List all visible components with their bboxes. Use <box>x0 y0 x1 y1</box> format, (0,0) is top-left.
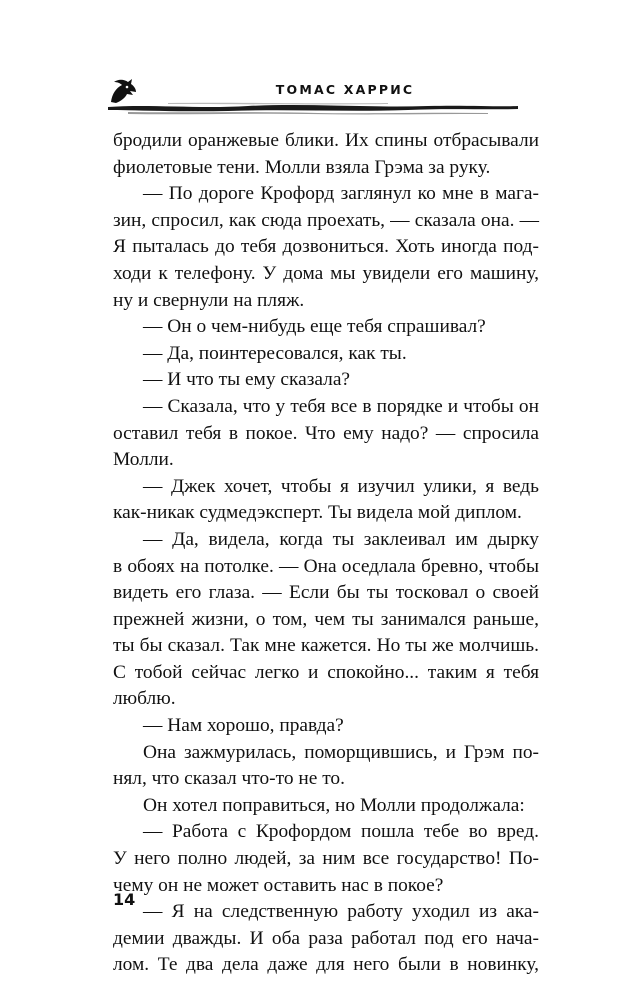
text-line: как-никак судмедэксперт. Ты видела мой диплом. <box>113 502 522 524</box>
text-line: — Сказала, что у тебя все в порядке и чтобы он <box>143 395 539 417</box>
body-text <box>113 128 539 979</box>
page-number: 14 <box>113 890 136 909</box>
text-line: — Да, поинтересовался, как ты. <box>143 342 407 364</box>
text-line: ходи к телефону. У дома мы увидели его машину, <box>113 262 539 284</box>
text-line: — Нам хорошо, правда? <box>143 715 344 737</box>
text-line: — Джек хочет, чтобы я изучил улики, я ведь <box>143 475 539 497</box>
text-line: лом. Те два дела даже для него были в новинку, <box>113 954 539 976</box>
text-line: — По дороге Крофорд заглянул ко мне в мага- <box>143 183 539 205</box>
text-line: Он хотел поправиться, но Молли продолжала: <box>143 794 525 816</box>
text-line: бродили оранжевые блики. Их спины отбрасывали <box>113 130 539 151</box>
text-line: ты бы сказал. Так мне кажется. Но ты же молчишь. <box>113 635 539 657</box>
text-line: У него полно людей, за ним все государство! По- <box>113 848 539 870</box>
text-line: — Да, видела, когда ты заклеивал им дырку <box>143 528 539 550</box>
text-line: — Он о чем-нибудь еще тебя спрашивал? <box>143 316 486 338</box>
text-line: — И что ты ему сказала? <box>143 369 351 391</box>
text-line: зин, спросил, как сюда проехать, — сказала она. — <box>113 209 539 231</box>
text-line: ну и свернули на пляж. <box>113 289 305 311</box>
text-line: чему он не может оставить нас в покое? <box>113 874 444 896</box>
text-line: в обоях на потолке. — Она оседлала бревно, чтобы <box>113 555 539 577</box>
text-line: Молли. <box>113 449 174 471</box>
text-line: фиолетовые тени. Молли взяла Грэма за руку. <box>113 156 491 178</box>
text-line: люблю. <box>113 688 176 710</box>
brush-stroke-divider <box>108 100 518 116</box>
page-header <box>0 0 619 120</box>
text-line: видеть его глаза. — Если бы ты тосковал о своей <box>113 582 539 604</box>
text-line: оставил тебя в покое. Что ему надо? — спросила <box>113 422 539 444</box>
text-line: С тобой сейчас легко и спокойно... таким я тебя <box>113 661 539 683</box>
text-line: Я пыталась до тебя дозвониться. Хоть иногда под- <box>113 236 539 258</box>
text-line: — Работа с Крофордом пошла тебе во вред. <box>143 821 539 843</box>
text-line: демии дважды. И оба раза работал под его нача- <box>113 927 539 949</box>
text-line: — Я на следственную работу уходил из ака- <box>143 901 539 923</box>
text-line: прежней жизни, о том, чем ты занимался раньше, <box>113 608 539 630</box>
text-line: Она зажмурилась, поморщившись, и Грэм по- <box>143 741 539 763</box>
running-title: ТОМАС ХАРРИС <box>275 82 415 97</box>
text-line: нял, что сказал что-то не то. <box>113 768 345 790</box>
